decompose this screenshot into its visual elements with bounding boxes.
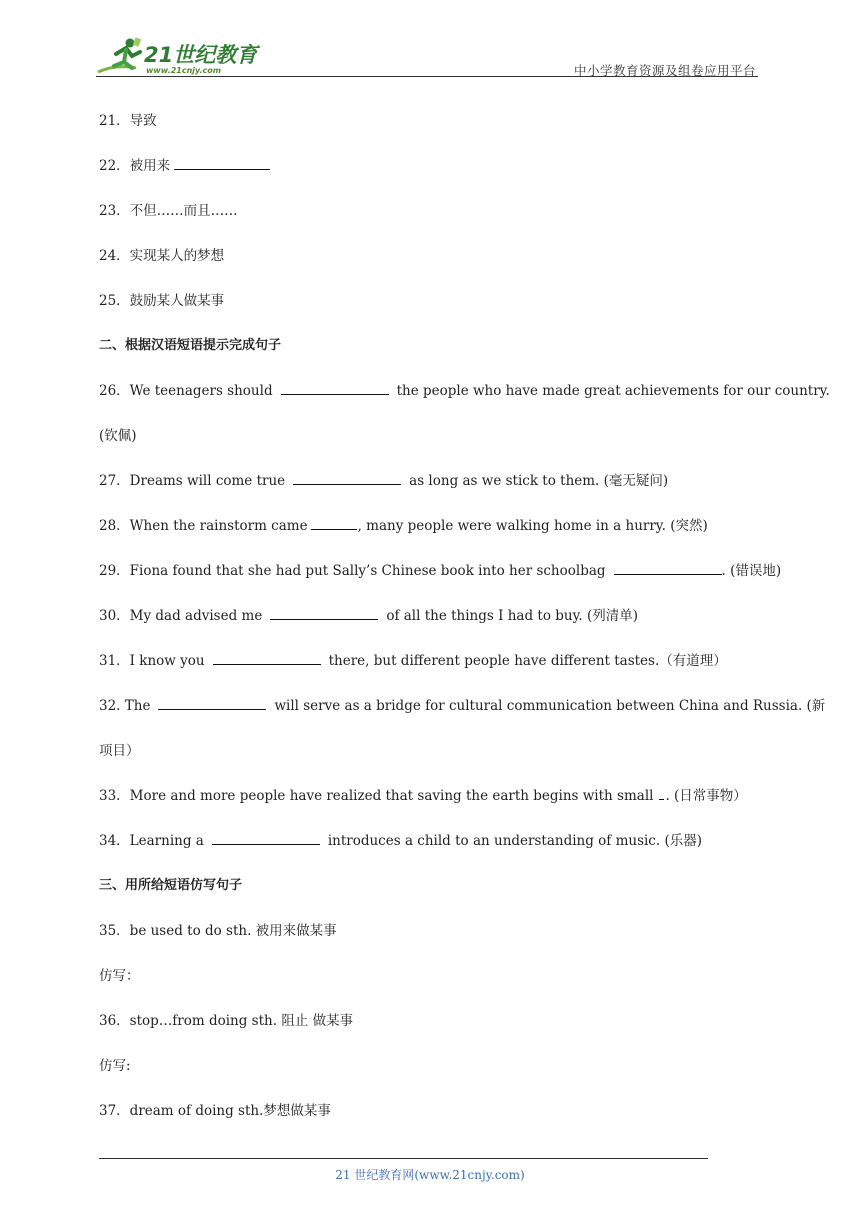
question-25: 25．鼓励某人做某事 bbox=[99, 293, 225, 309]
question-22 bbox=[99, 157, 274, 175]
logo bbox=[96, 34, 266, 76]
question-31 bbox=[99, 652, 727, 670]
question-34-after: introduces a child to an understanding of music. (乐器) bbox=[327, 833, 702, 849]
question-23: 23．不但……而且…… bbox=[99, 203, 238, 219]
question-33-after: . (日常事物） bbox=[665, 788, 747, 804]
question-35: 35．be used to do sth. 被用来做某事 bbox=[99, 923, 337, 939]
question-26 bbox=[99, 382, 830, 400]
answer-blank[interactable] bbox=[213, 652, 321, 665]
question-32-after: will serve as a bridge for cultural communication between China and Russia. (新 bbox=[274, 698, 826, 714]
answer-blank[interactable] bbox=[212, 832, 320, 845]
question-34 bbox=[99, 832, 702, 850]
question-22-text: 22．被用来 bbox=[99, 158, 171, 174]
question-31-before: 31．I know you bbox=[99, 653, 205, 669]
question-21: 21．导致 bbox=[99, 113, 157, 129]
question-33 bbox=[99, 787, 747, 805]
question-26-before: 26．We teenagers should bbox=[99, 383, 273, 399]
question-27-before: 27．Dreams will come true bbox=[99, 473, 286, 489]
question-30-after: of all the things I had to buy. (列清单) bbox=[386, 608, 639, 624]
question-34-before: 34．Learning a bbox=[99, 833, 204, 849]
question-28-after: , many people were walking home in a hurry. (突然) bbox=[357, 518, 708, 534]
answer-blank[interactable] bbox=[281, 382, 389, 395]
answer-blank[interactable] bbox=[659, 787, 664, 800]
question-27 bbox=[99, 472, 668, 490]
question-33-before: 33．More and more people have realized that saving the earth begins with small bbox=[99, 788, 654, 804]
question-30 bbox=[99, 607, 638, 625]
question-28-before: 28．When the rainstorm came bbox=[99, 518, 308, 534]
question-24: 24．实现某人的梦想 bbox=[99, 248, 225, 264]
rewrite-label-35: 仿写： bbox=[99, 968, 140, 984]
question-32-before: 32. The bbox=[99, 698, 151, 714]
question-32 bbox=[99, 697, 825, 715]
rewrite-label-36: 仿写: bbox=[99, 1058, 131, 1074]
question-30-before: 30．My dad advised me bbox=[99, 608, 263, 624]
answer-blank[interactable] bbox=[158, 697, 266, 710]
question-32-hint: 项目） bbox=[99, 743, 140, 759]
question-29-after: . (错误地) bbox=[721, 563, 782, 579]
logo-graphic bbox=[96, 34, 266, 76]
section-heading-2: 二、根据汉语短语提示完成句子 bbox=[99, 338, 282, 353]
footer-link[interactable]: 21 世纪教育网(www.21cnjy.com) bbox=[335, 1168, 525, 1182]
logo-url: www.21cnjy.com bbox=[146, 66, 222, 75]
answer-blank[interactable] bbox=[270, 607, 378, 620]
answer-blank[interactable] bbox=[174, 157, 270, 170]
page-header bbox=[96, 34, 758, 78]
answer-blank[interactable] bbox=[293, 472, 401, 485]
answer-blank[interactable] bbox=[311, 517, 357, 530]
section-heading-3: 三、用所给短语仿写句子 bbox=[99, 878, 243, 893]
question-36: 36．stop…from doing sth. 阻止 做某事 bbox=[99, 1013, 354, 1029]
question-26-after: the people who have made great achievements for our country. bbox=[396, 383, 830, 399]
question-26-hint: (钦佩) bbox=[99, 428, 137, 444]
question-28 bbox=[99, 517, 708, 535]
footer-divider bbox=[99, 1158, 708, 1159]
question-27-after: as long as we stick to them. (毫无疑问) bbox=[409, 473, 669, 489]
header-divider bbox=[96, 76, 758, 77]
header-title: 中小学教育资源及组卷应用平台 bbox=[573, 63, 756, 78]
logo-text: 21世纪教育 bbox=[144, 43, 258, 67]
question-29-before: 29．Fiona found that she had put Sally’s Chinese book into her schoolbag bbox=[99, 563, 606, 579]
question-37: 37．dream of doing sth.梦想做某事 bbox=[99, 1103, 331, 1119]
answer-blank[interactable] bbox=[614, 562, 722, 575]
question-29 bbox=[99, 562, 781, 580]
question-31-after: there, but different people have different tastes.（有道理） bbox=[328, 653, 727, 669]
